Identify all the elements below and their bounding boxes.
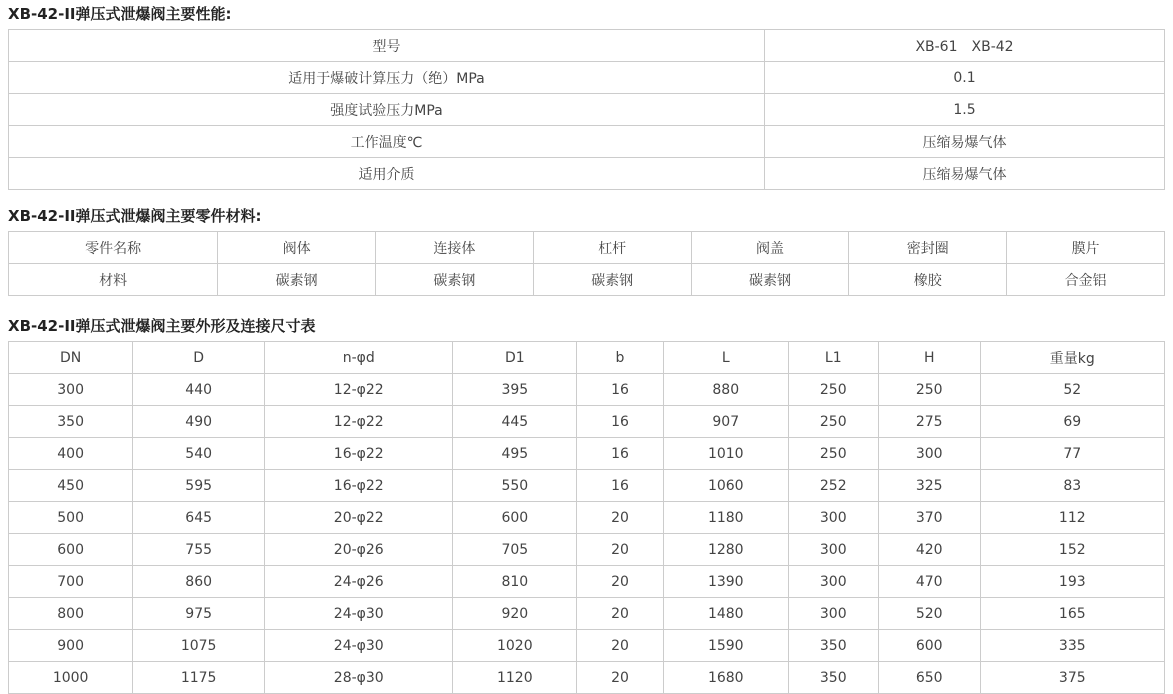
table-cell: 1390 [663,566,788,598]
table-cell: 112 [980,502,1164,534]
table-cell: 16 [577,470,664,502]
table-cell: 490 [133,406,265,438]
table-cell: 540 [133,438,265,470]
table-cell: 1590 [663,630,788,662]
table-cell: 12-φ22 [265,374,453,406]
table-cell: 16 [577,406,664,438]
table-cell: 连接体 [376,232,534,264]
table-row [9,62,1165,94]
table-cell: 合金铝 [1007,264,1165,296]
table-cell: 28-φ30 [265,662,453,694]
table-cell: 20-φ26 [265,534,453,566]
table-cell: 24-φ30 [265,630,453,662]
table-cell: 重量kg [980,342,1164,374]
table-cell: 碳素钢 [218,264,376,296]
table-row [9,566,1165,598]
table-row [9,630,1165,662]
table-cell: 600 [878,630,980,662]
table-cell: 阀盖 [691,232,849,264]
table-cell: 445 [453,406,577,438]
table-cell: 1175 [133,662,265,694]
table-cell: 膜片 [1007,232,1165,264]
table-cell: 700 [9,566,133,598]
table-row [9,232,1165,264]
table-cell: 325 [878,470,980,502]
table-cell: D [133,342,265,374]
table-row [9,374,1165,406]
table-cell: 495 [453,438,577,470]
table-cell: 375 [980,662,1164,694]
table-cell: 420 [878,534,980,566]
materials-table-body [9,232,1165,296]
table-cell: 12-φ22 [265,406,453,438]
table-cell: 920 [453,598,577,630]
table-cell: 800 [9,598,133,630]
table-cell: 1000 [9,662,133,694]
table-cell: 适用于爆破计算压力（绝）MPa [9,62,765,94]
dimensions-table-header [9,342,1165,374]
table-row [9,438,1165,470]
table-cell: 工作温度℃ [9,126,765,158]
table-cell: 1180 [663,502,788,534]
table-cell: 1280 [663,534,788,566]
performance-table [8,29,1165,190]
materials-table [8,231,1165,296]
table-cell: 1120 [453,662,577,694]
table-cell: 300 [878,438,980,470]
table-cell: 碳素钢 [691,264,849,296]
table-cell: 250 [878,374,980,406]
table-cell: 440 [133,374,265,406]
table-cell: DN [9,342,133,374]
table-cell: 52 [980,374,1164,406]
table-cell: 零件名称 [9,232,218,264]
table-cell: 250 [788,406,878,438]
table-cell: 300 [788,502,878,534]
table-cell: 650 [878,662,980,694]
table-cell: 395 [453,374,577,406]
table-cell: 材料 [9,264,218,296]
performance-table-body [9,30,1165,190]
table-cell: 69 [980,406,1164,438]
performance-section-heading: XB-42-II弹压式泄爆阀主要性能: [8,5,232,23]
table-row [9,30,1165,62]
table-cell: 165 [980,598,1164,630]
table-cell: 16 [577,374,664,406]
table-cell: 橡胶 [849,264,1007,296]
table-cell: H [878,342,980,374]
table-row [9,662,1165,694]
table-cell: 1680 [663,662,788,694]
table-cell: 1480 [663,598,788,630]
table-cell: 20 [577,598,664,630]
table-row [9,406,1165,438]
table-cell: 500 [9,502,133,534]
table-cell: 16-φ22 [265,470,453,502]
table-cell: 20 [577,566,664,598]
table-cell: 碳素钢 [533,264,691,296]
table-cell: 880 [663,374,788,406]
table-cell: 20 [577,502,664,534]
table-cell: 810 [453,566,577,598]
table-row [9,94,1165,126]
table-cell: 350 [788,662,878,694]
table-row [9,264,1165,296]
table-cell: 83 [980,470,1164,502]
table-cell: L [663,342,788,374]
table-row [9,158,1165,190]
table-cell: 860 [133,566,265,598]
materials-section-heading: XB-42-II弹压式泄爆阀主要零件材料: [8,207,262,225]
table-cell: 1060 [663,470,788,502]
table-cell: 600 [453,502,577,534]
table-row [9,534,1165,566]
table-cell: 975 [133,598,265,630]
table-cell: 强度试验压力MPa [9,94,765,126]
dimensions-section-heading: XB-42-II弹压式泄爆阀主要外形及连接尺寸表 [8,317,316,335]
table-cell: 16-φ22 [265,438,453,470]
table-cell: n-φd [265,342,453,374]
table-cell: 适用介质 [9,158,765,190]
table-cell: 300 [788,598,878,630]
table-cell: 350 [9,406,133,438]
table-cell: 595 [133,470,265,502]
table-cell: L1 [788,342,878,374]
table-cell: 77 [980,438,1164,470]
table-cell: 20 [577,630,664,662]
table-cell: 470 [878,566,980,598]
table-cell: 24-φ30 [265,598,453,630]
table-cell: 密封圈 [849,232,1007,264]
table-cell: 550 [453,470,577,502]
table-cell: 300 [9,374,133,406]
table-cell: 压缩易爆气体 [765,158,1165,190]
table-cell: 152 [980,534,1164,566]
table-cell: 900 [9,630,133,662]
table-row [9,342,1165,374]
table-cell: 1010 [663,438,788,470]
table-cell: 400 [9,438,133,470]
table-cell: 645 [133,502,265,534]
table-cell: 907 [663,406,788,438]
table-cell: 755 [133,534,265,566]
table-cell: 600 [9,534,133,566]
table-cell: 300 [788,566,878,598]
table-cell: XB-61 XB-42 [765,30,1165,62]
table-row [9,126,1165,158]
table-cell: 335 [980,630,1164,662]
table-cell: 24-φ26 [265,566,453,598]
table-cell: 300 [788,534,878,566]
table-cell: 杠杆 [533,232,691,264]
table-row [9,502,1165,534]
dimensions-table [8,341,1165,694]
table-cell: 250 [788,374,878,406]
table-cell: 370 [878,502,980,534]
table-cell: 压缩易爆气体 [765,126,1165,158]
table-cell: 350 [788,630,878,662]
table-cell: 1.5 [765,94,1165,126]
table-cell: 1020 [453,630,577,662]
table-cell: 275 [878,406,980,438]
table-cell: 450 [9,470,133,502]
table-cell: 碳素钢 [376,264,534,296]
table-cell: 20-φ22 [265,502,453,534]
table-cell: 252 [788,470,878,502]
table-cell: 193 [980,566,1164,598]
table-cell: 705 [453,534,577,566]
table-cell: 16 [577,438,664,470]
dimensions-table-body [9,374,1165,694]
table-cell: 250 [788,438,878,470]
table-cell: b [577,342,664,374]
table-cell: 1075 [133,630,265,662]
table-cell: 阀体 [218,232,376,264]
table-cell: 20 [577,662,664,694]
table-cell: D1 [453,342,577,374]
table-cell: 型号 [9,30,765,62]
table-cell: 0.1 [765,62,1165,94]
table-cell: 20 [577,534,664,566]
table-row [9,470,1165,502]
table-cell: 520 [878,598,980,630]
table-row [9,598,1165,630]
